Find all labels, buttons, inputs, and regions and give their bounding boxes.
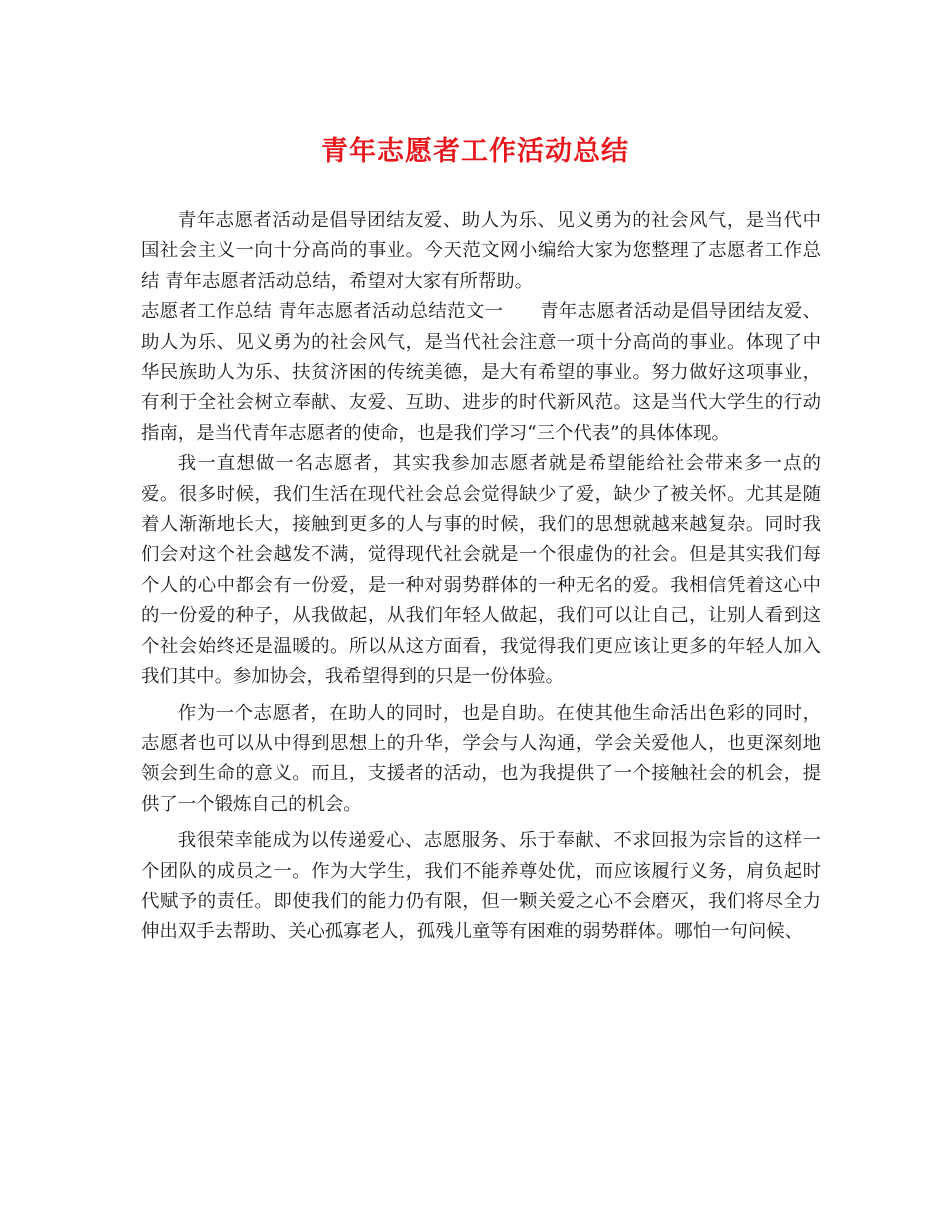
section-heading: 志愿者工作总结 青年志愿者活动总结范文一 [141,301,504,323]
intro-paragraph: 青年志愿者活动是倡导团结友爱、助人为乐、见义勇为的社会风气，是当代中国社会主义一向十分高尚的事业。今天范文网小编给大家为您整理了志愿者工作总结 青年志愿者活动总结，希望对大家有所帮助。 [141,210,821,292]
body-paragraph: 作为一个志愿者，在助人的同时，也是自助。在使其他生命活出色彩的同时，志愿者也可以从中得到思想上的升华，学会与人沟通，学会关爱他人，也更深刻地领会到生命的意义。而且，支援者的活动，也为我提供了一个接触社会的机会，提供了一个锻炼自己的机会。 [141,702,821,815]
body-paragraph: 我一直想做一名志愿者，其实我参加志愿者就是希望能给社会带来多一点的爱。很多时候，我们生活在现代社会总会觉得缺少了爱，缺少了被关怀。尤其是随着人渐渐地长大，接触到更多的人与事的时候，我们的思想就越来越复杂。同时我们会对这个社会越发不满，觉得现代社会就是一个很虚伪的社会。但是其实我们每个人的心中都会有一份爱，是一种对弱势群体的一种无名的爱。我相信凭着这心中的一份爱的种子，从我做起，从我们年轻人做起，我们可以让自己，让别人看到这个社会始终还是温暖的。所以从这方面看，我觉得我们更应该让更多的年轻人加入我们其中。参加协会，我希望得到的只是一份体验。 [141,453,821,688]
section-first-paragraph-text: 青年志愿者活动是倡导团结友爱、助人为乐、见义勇为的社会风气，是当代社会注意一项十分高尚的事业。体现了中华民族助人为乐、扶贫济困的传统美德，是大有希望的事业。努力做好这项事业，有利于全社会树立奉献、友爱、互助、进步的时代新风范。这是当代大学生的行动指南，是当代青年志愿者的使命，也是我们学习“三个代表”的具体体现。 [141,301,821,444]
document-body [141,206,821,948]
body-paragraph: 我很荣幸能成为以传递爱心、志愿服务、乐于奉献、不求回报为宗旨的这样一个团队的成员之一。作为大学生，我们不能养尊处优，而应该履行义务，肩负起时代赋予的责任。即使我们的能力仍有限，但一颗关爱之心不会磨灭，我们将尽全力伸出双手去帮助、关心孤寡老人，孤残儿童等有困难的弱势群体。哪怕一句问候、 [141,830,821,943]
document-title: 青年志愿者工作活动总结 [321,136,629,167]
section-first-paragraph [141,297,821,449]
